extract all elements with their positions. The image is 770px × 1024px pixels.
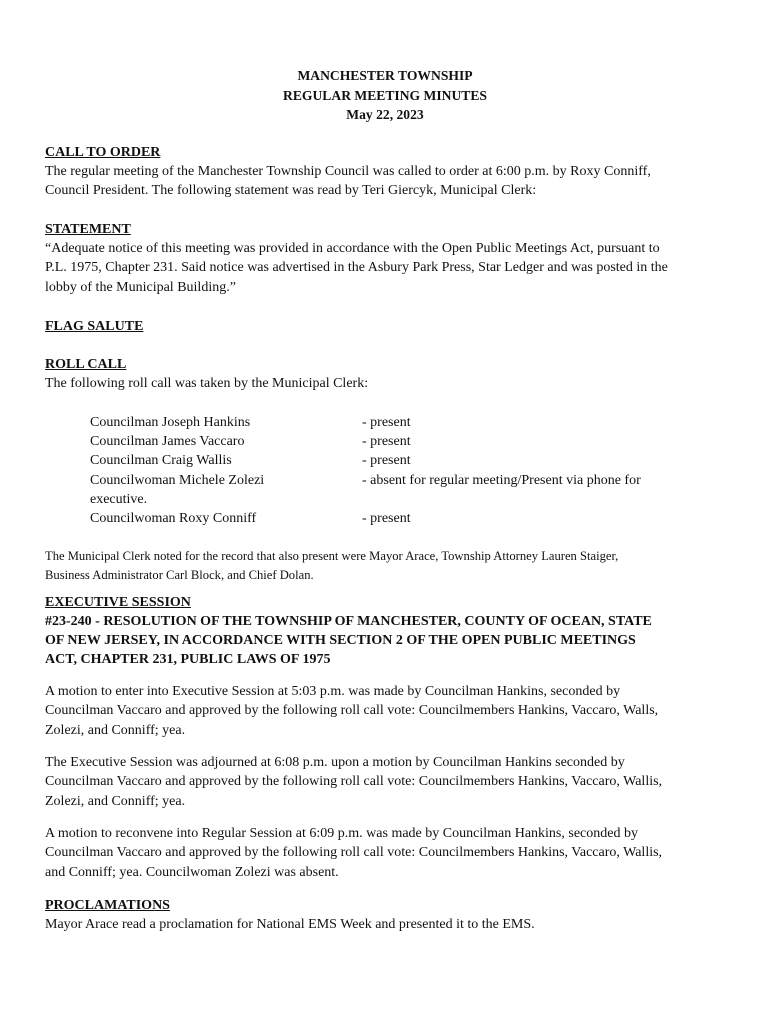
resolution-title: [45, 612, 735, 669]
document-title: MANCHESTER TOWNSHIP: [297, 68, 473, 83]
executive-session-adjourned: [45, 753, 735, 811]
text-line: and Conniff; yea. Councilwoman Zolezi was absent.: [45, 864, 339, 880]
text-line: A motion to enter into Executive Session at 5:03 p.m. was made by Councilman Hankins, seconded by: [45, 684, 621, 699]
roll-call-member-status: - present: [362, 415, 411, 430]
call-to-order-heading: CALL TO ORDER: [45, 145, 161, 160]
proclamations-text: Mayor Arace read a proclamation for National EMS Week and presented it to the EMS.: [45, 917, 535, 932]
roll-call-member-status: - present: [362, 453, 411, 468]
roll-call-heading: ROLL CALL: [45, 357, 127, 372]
call-to-order-text: [45, 162, 735, 201]
executive-session-motion-enter: [45, 682, 735, 740]
meeting-date: May 22, 2023: [346, 107, 424, 122]
executive-session-reconvene: [45, 824, 735, 882]
text-line: The Municipal Clerk noted for the record that also present were Mayor Arace, Township Attorney Lauren Staiger,: [45, 549, 619, 563]
roll-call-member-name: Councilman James Vaccaro: [90, 434, 245, 449]
flag-salute-heading: FLAG SALUTE: [45, 319, 144, 334]
executive-session-heading: EXECUTIVE SESSION: [45, 595, 191, 610]
roll-call-member-status: - absent for regular meeting/Present via phone for: [362, 473, 641, 488]
roll-call-intro: The following roll call was taken by the Municipal Clerk:: [45, 376, 369, 391]
proclamations-heading: PROCLAMATIONS: [45, 898, 170, 913]
text-line: The Executive Session was adjourned at 6:08 p.m. upon a motion by Councilman Hankins seconded by: [45, 755, 625, 770]
text-line: Council President. The following statement was read by Teri Giercyk, Municipal Clerk:: [45, 183, 537, 199]
text-line: OF NEW JERSEY, IN ACCORDANCE WITH SECTION 2 OF THE OPEN PUBLIC MEETINGS: [45, 633, 636, 648]
text-line: Business Administrator Carl Block, and Chief Dolan.: [45, 567, 314, 582]
text-line: “Adequate notice of this meeting was provided in accordance with the Open Public Meetings Act, pursuant to: [45, 241, 660, 256]
roll-call-member-status: - present: [362, 511, 411, 526]
roll-call-member-name: Councilwoman Roxy Conniff: [90, 511, 257, 526]
text-line: The regular meeting of the Manchester Township Council was called to order at 6:00 p.m. by Roxy Conniff,: [45, 164, 651, 179]
text-line: Zolezi, and Conniff; yea.: [45, 722, 186, 738]
text-line: Councilman Vaccaro and approved by the following roll call vote: Councilmembers Hankins, Vaccaro, Wallis,: [45, 845, 663, 861]
roll-call-member-name: Councilman Joseph Hankins: [90, 415, 251, 430]
statement-text: [45, 239, 735, 297]
statement-heading: STATEMENT: [45, 222, 131, 237]
roll-call-member-status: - present: [362, 434, 411, 449]
text-line: A motion to reconvene into Regular Session at 6:09 p.m. was made by Councilman Hankins, seconded by: [45, 826, 638, 841]
text-line: Councilman Vaccaro and approved by the following roll call vote: Councilmembers Hankins, Vaccaro, Walls,: [45, 703, 659, 719]
text-line: ACT, CHAPTER 231, PUBLIC LAWS OF 1975: [45, 652, 331, 667]
roll-call-member-name: Councilwoman Michele Zolezi: [90, 473, 265, 488]
roll-call-member-name: Councilman Craig Wallis: [90, 453, 232, 468]
text-line: P.L. 1975, Chapter 231. Said notice was advertised in the Asbury Park Press, Star Ledger and was posted in the: [45, 260, 668, 276]
text-line: Councilman Vaccaro and approved by the following roll call vote: Councilmembers Hankins, Vaccaro, Wallis,: [45, 774, 663, 790]
document-subtitle: REGULAR MEETING MINUTES: [283, 88, 487, 103]
text-line: Zolezi, and Conniff; yea.: [45, 793, 186, 809]
roll-call-member-name: executive.: [90, 492, 148, 507]
text-line: lobby of the Municipal Building.”: [45, 279, 236, 295]
roll-call-note: [45, 547, 735, 584]
text-line: #23-240 - RESOLUTION OF THE TOWNSHIP OF MANCHESTER, COUNTY OF OCEAN, STATE: [45, 614, 652, 629]
